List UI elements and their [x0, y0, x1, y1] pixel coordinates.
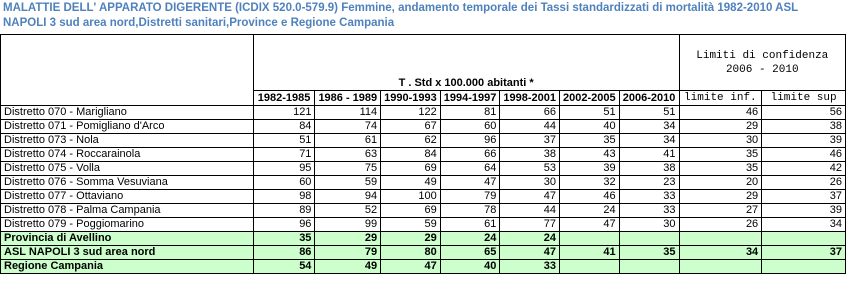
rate-cell: 51: [253, 134, 315, 148]
limit-inf-cell: 35: [679, 162, 762, 176]
row-label: Distretto 071 - Pomigliano d'Arco: [1, 120, 254, 134]
rate-cell: 47: [440, 176, 500, 190]
rate-cell: 33: [500, 260, 560, 274]
table-row: [1, 134, 846, 148]
limit-sup-cell: [762, 232, 846, 246]
row-label: ASL NAPOLI 3 sud area nord: [1, 246, 254, 260]
confidence-limits-header: [679, 35, 845, 91]
rate-cell: 39: [559, 162, 619, 176]
rate-cell: 47: [500, 190, 560, 204]
rate-cell: 52: [315, 204, 381, 218]
limit-sup-cell: 39: [762, 204, 846, 218]
rate-cell: 38: [619, 162, 679, 176]
rate-cell: 61: [440, 218, 500, 232]
table-row: [1, 218, 846, 232]
rate-cell: 41: [559, 246, 619, 260]
rate-cell: 79: [315, 246, 381, 260]
table-row: [1, 176, 846, 190]
period-header: 1994-1997: [440, 91, 500, 106]
rate-cell: [559, 260, 619, 274]
row-label: Distretto 076 - Somma Vesuviana: [1, 176, 254, 190]
tstd-header: T . Std x 100.000 abitanti *: [253, 35, 679, 91]
rate-cell: 86: [253, 246, 315, 260]
rate-cell: 79: [440, 190, 500, 204]
rate-cell: 49: [315, 260, 381, 274]
rate-cell: 121: [253, 106, 315, 120]
rate-cell: 69: [381, 162, 441, 176]
rate-cell: 64: [440, 162, 500, 176]
rate-cell: 35: [559, 134, 619, 148]
rate-cell: 71: [253, 148, 315, 162]
rate-cell: 38: [500, 148, 560, 162]
page-title: MALATTIE DELL' APPARATO DIGERENTE (ICDIX 520.0-579.9) Femmine, andamento temporale dei Tassi standardizzati di mortalità 1982-2010 ASL NAPOLI 3 sud area nord,Distretti sanitari,Province e Regione Campania: [3, 2, 798, 29]
period-header: 1990-1993: [381, 91, 441, 106]
rate-cell: 47: [559, 218, 619, 232]
rate-cell: 63: [315, 148, 381, 162]
rate-cell: 41: [619, 148, 679, 162]
rate-cell: 114: [315, 106, 381, 120]
mortality-table: [0, 34, 846, 274]
limit-inf-cell: 34: [679, 246, 762, 260]
row-label: Distretto 074 - Roccarainola: [1, 148, 254, 162]
rate-cell: 35: [253, 232, 315, 246]
rate-cell: 100: [381, 190, 441, 204]
limit-inf-cell: 29: [679, 120, 762, 134]
confidence-limits-title: Limiti di confidenza: [696, 49, 829, 62]
rate-cell: 35: [619, 246, 679, 260]
row-label: Regione Campania: [1, 260, 254, 274]
rate-cell: 53: [500, 162, 560, 176]
limit-sup-cell: 37: [762, 246, 846, 260]
rate-cell: 51: [619, 106, 679, 120]
rate-cell: 89: [253, 204, 315, 218]
rate-cell: 24: [500, 232, 560, 246]
rate-cell: 47: [381, 260, 441, 274]
rate-cell: 37: [500, 134, 560, 148]
limit-inf-cell: [679, 260, 762, 274]
rate-cell: 65: [440, 246, 500, 260]
rate-cell: 49: [381, 176, 441, 190]
row-label: Distretto 073 - Nola: [1, 134, 254, 148]
row-label: Distretto 075 - Volla: [1, 162, 254, 176]
rate-cell: 78: [440, 204, 500, 218]
rate-cell: 34: [619, 120, 679, 134]
row-label: Distretto 079 - Poggiomarino: [1, 218, 254, 232]
rate-cell: 80: [381, 246, 441, 260]
confidence-limits-years: 2006 - 2010: [725, 63, 799, 76]
table-row: [1, 162, 846, 176]
limit-sup-cell: 42: [762, 162, 846, 176]
rate-cell: 60: [253, 176, 315, 190]
rate-cell: 33: [619, 190, 679, 204]
rate-cell: 69: [381, 204, 441, 218]
rate-cell: 66: [500, 106, 560, 120]
limit-sup-cell: 26: [762, 176, 846, 190]
limit-inf-cell: 46: [679, 106, 762, 120]
table-row: [1, 190, 846, 204]
rate-cell: 81: [440, 106, 500, 120]
limit-sup-cell: [762, 260, 846, 274]
limit-sup-cell: 34: [762, 218, 846, 232]
rate-cell: 23: [619, 176, 679, 190]
rate-cell: 98: [253, 190, 315, 204]
row-label: Distretto 078 - Palma Campania: [1, 204, 254, 218]
period-header: 1982-1985: [253, 91, 315, 106]
rate-cell: 94: [315, 190, 381, 204]
rate-cell: 84: [253, 120, 315, 134]
rate-cell: 59: [381, 218, 441, 232]
rate-cell: 40: [440, 260, 500, 274]
rate-cell: 74: [315, 120, 381, 134]
rate-cell: 95: [253, 162, 315, 176]
rate-cell: [619, 260, 679, 274]
limit-inf-cell: 30: [679, 134, 762, 148]
rate-cell: 99: [315, 218, 381, 232]
rate-cell: 122: [381, 106, 441, 120]
rate-cell: 75: [315, 162, 381, 176]
limit-sup-cell: 38: [762, 120, 846, 134]
table-row: [1, 120, 846, 134]
rate-cell: 62: [381, 134, 441, 148]
period-header: 1998-2001: [500, 91, 560, 106]
period-header: 2002-2005: [559, 91, 619, 106]
rate-cell: 33: [619, 204, 679, 218]
rate-cell: 67: [381, 120, 441, 134]
summary-row: [1, 246, 846, 260]
limit-sup-cell: 46: [762, 148, 846, 162]
limit-inf-cell: 27: [679, 204, 762, 218]
limit-inf-cell: 29: [679, 190, 762, 204]
rate-cell: 44: [500, 120, 560, 134]
row-label: Distretto 077 - Ottaviano: [1, 190, 254, 204]
limit-inf-header: limite inf.: [679, 91, 762, 106]
rate-cell: 32: [559, 176, 619, 190]
rate-cell: 61: [315, 134, 381, 148]
limit-inf-cell: 35: [679, 148, 762, 162]
rate-cell: 47: [500, 246, 560, 260]
table-row: [1, 148, 846, 162]
rate-cell: 66: [440, 148, 500, 162]
limit-sup-cell: 37: [762, 190, 846, 204]
rate-cell: 77: [500, 218, 560, 232]
period-header: 2006-2010: [619, 91, 679, 106]
rate-cell: 51: [559, 106, 619, 120]
summary-row: [1, 232, 846, 246]
limit-inf-cell: 26: [679, 218, 762, 232]
limit-sup-header: limite sup: [762, 91, 846, 106]
rate-cell: [559, 232, 619, 246]
rate-cell: 44: [500, 204, 560, 218]
limit-inf-cell: 20: [679, 176, 762, 190]
rate-cell: 84: [381, 148, 441, 162]
rate-cell: 60: [440, 120, 500, 134]
limit-sup-cell: 39: [762, 134, 846, 148]
rate-cell: 96: [440, 134, 500, 148]
period-header: 1986 - 1989: [315, 91, 381, 106]
rate-cell: 46: [559, 190, 619, 204]
rate-cell: 30: [500, 176, 560, 190]
rate-cell: 59: [315, 176, 381, 190]
rate-cell: 43: [559, 148, 619, 162]
rate-cell: 24: [559, 204, 619, 218]
limit-inf-cell: [679, 232, 762, 246]
rate-cell: 24: [440, 232, 500, 246]
rate-cell: 29: [381, 232, 441, 246]
rate-cell: 96: [253, 218, 315, 232]
table-row: [1, 106, 846, 120]
rate-cell: 29: [315, 232, 381, 246]
table-row: [1, 204, 846, 218]
rate-cell: 34: [619, 134, 679, 148]
row-label: Distretto 070 - Marigliano: [1, 106, 254, 120]
row-label: Provincia di Avellino: [1, 232, 254, 246]
rate-cell: [619, 232, 679, 246]
limit-sup-cell: 56: [762, 106, 846, 120]
rate-cell: 30: [619, 218, 679, 232]
row-label-header: [1, 35, 254, 106]
rate-cell: 54: [253, 260, 315, 274]
rate-cell: 40: [559, 120, 619, 134]
summary-row: [1, 260, 846, 274]
